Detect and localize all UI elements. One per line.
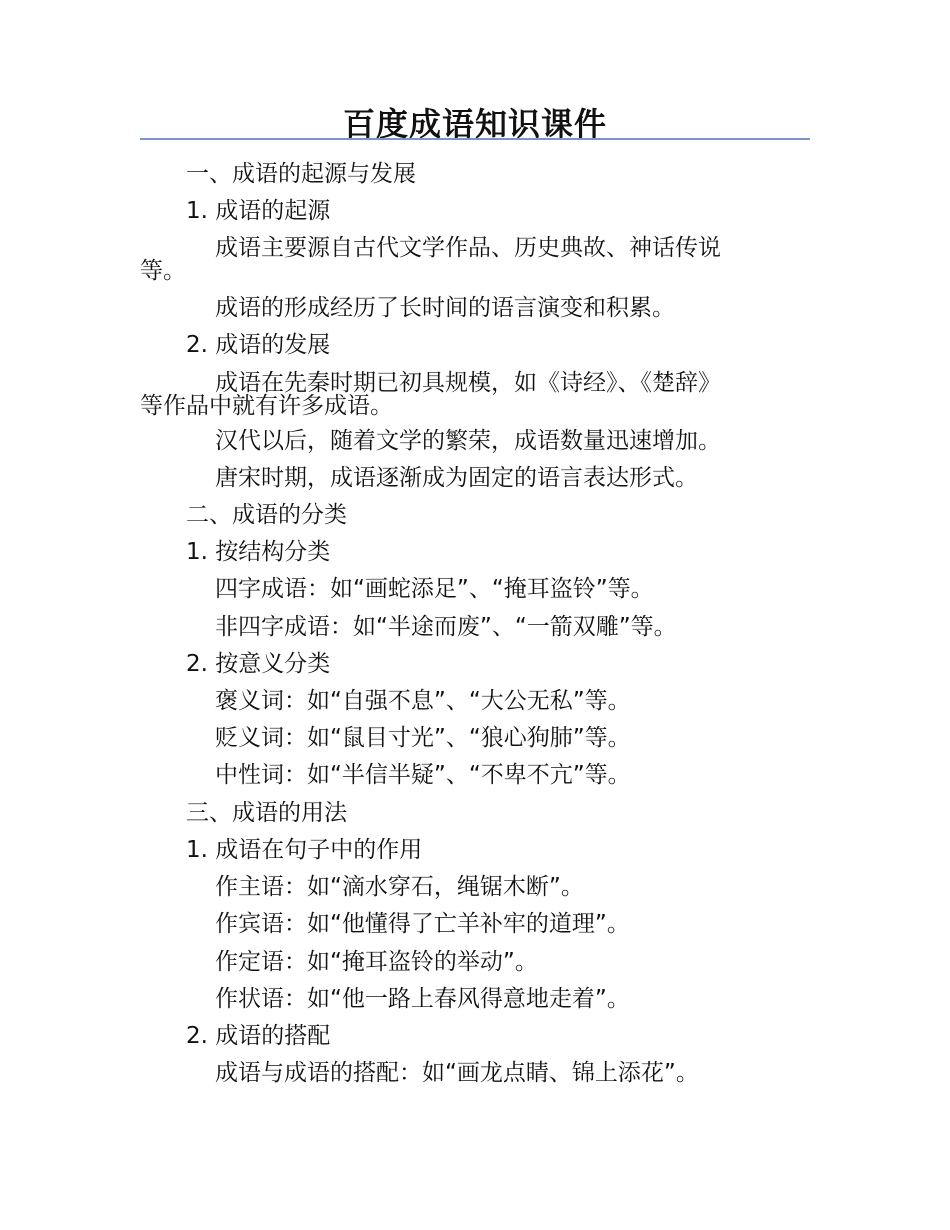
paragraph-line: 褒义词：如“自强不息”、“大公无私”等。 bbox=[215, 688, 631, 714]
paragraph-line: 作宾语：如“他懂得了亡羊补牢的道理”。 bbox=[215, 911, 630, 937]
paragraph-line-continued: 等。 bbox=[140, 258, 186, 284]
subheading-collocation: 2. 成语的搭配 bbox=[186, 1023, 331, 1049]
paragraph-line: 唐宋时期，成语逐渐成为固定的语言表达形式。 bbox=[215, 465, 698, 491]
paragraph-line: 作定语：如“掩耳盗铃的举动”。 bbox=[215, 949, 538, 975]
paragraph-line: 成语的形成经历了长时间的语言演变和积累。 bbox=[215, 295, 675, 321]
paragraph-line: 非四字成语：如“半途而废”、“一箭双雕”等。 bbox=[215, 614, 677, 640]
paragraph-line: 成语与成语的搭配：如“画龙点睛、锦上添花”。 bbox=[215, 1060, 699, 1086]
section-heading-origin: 一、成语的起源与发展 bbox=[186, 161, 416, 187]
document-title: 百度成语知识课件 bbox=[342, 105, 607, 143]
paragraph-line: 作主语：如“滴水穿石，绳锯木断”。 bbox=[215, 874, 584, 900]
subheading-sentence-role: 1. 成语在句子中的作用 bbox=[186, 837, 423, 863]
section-heading-classification: 二、成语的分类 bbox=[186, 502, 347, 528]
subheading-origin-source: 1. 成语的起源 bbox=[186, 198, 331, 224]
subheading-origin-development: 2. 成语的发展 bbox=[186, 332, 331, 358]
paragraph-line: 四字成语：如“画蛇添足”、“掩耳盗铃”等。 bbox=[215, 576, 654, 602]
paragraph-line: 成语在先秦时期已初具规模，如《诗经》、《楚辞》 bbox=[215, 370, 721, 396]
paragraph-line: 中性词：如“半信半疑”、“不卑不亢”等。 bbox=[215, 762, 631, 788]
paragraph-line: 汉代以后，随着文学的繁荣，成语数量迅速增加。 bbox=[215, 428, 721, 454]
paragraph-line: 贬义词：如“鼠目寸光”、“狼心狗肺”等。 bbox=[215, 725, 631, 751]
paragraph-line: 成语主要源自古代文学作品、历史典故、神话传说 bbox=[215, 235, 721, 261]
paragraph-line-continued: 等作品中就有许多成语。 bbox=[140, 393, 393, 419]
title-underline bbox=[140, 138, 810, 140]
paragraph-line: 作状语：如“他一路上春风得意地走着”。 bbox=[215, 986, 630, 1012]
subheading-by-meaning: 2. 按意义分类 bbox=[186, 651, 331, 677]
section-heading-usage: 三、成语的用法 bbox=[186, 800, 347, 826]
subheading-by-structure: 1. 按结构分类 bbox=[186, 539, 331, 565]
